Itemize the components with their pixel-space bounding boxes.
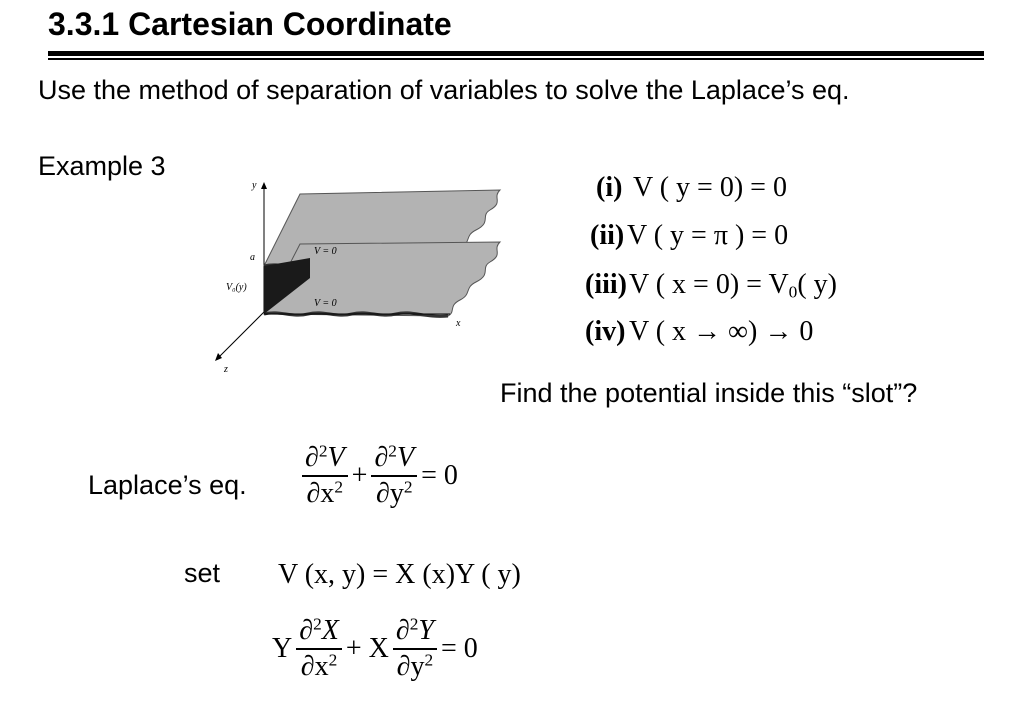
condition-subscript: 0 xyxy=(788,282,798,302)
z-axis xyxy=(218,312,264,358)
set-label: set xyxy=(184,558,221,588)
condition-number: (ii) xyxy=(590,220,625,251)
condition-expression-tail: ( y) xyxy=(797,269,838,300)
source-label: V₀(y) xyxy=(226,282,247,293)
condition-ii xyxy=(590,220,788,252)
laplace-label: Laplace’s eq. xyxy=(88,470,247,500)
condition-expression: V ( y = 0) = 0 xyxy=(633,172,787,203)
equals-zero: = 0 xyxy=(441,633,478,664)
coefficient-y: Y xyxy=(272,633,293,664)
condition-number: (iv) xyxy=(585,316,626,347)
example-label: Example 3 xyxy=(38,151,166,181)
bottom-plate-edge xyxy=(264,313,448,316)
intro-text: Use the method of separation of variables to solve the Laplace’s eq. xyxy=(38,75,850,105)
slot-figure xyxy=(210,178,510,378)
question-text: Find the potential inside this “slot”? xyxy=(500,378,918,408)
equals-zero: = 0 xyxy=(421,460,458,491)
separation-ansatz: V (x, y) = X (x)Y ( y) xyxy=(278,559,521,590)
height-label: a xyxy=(250,252,255,263)
condition-number: (i) xyxy=(596,172,623,203)
condition-expression: V ( x → ∞) → 0 xyxy=(629,316,814,347)
title-rule-thin xyxy=(48,58,984,60)
top-plate-label: V = 0 xyxy=(314,246,337,257)
fraction-d2x-dx2: $\frac{\partial^2X}{\partial x^2}$ xyxy=(296,614,342,684)
condition-iv xyxy=(585,316,813,348)
z-axis-label: z xyxy=(224,364,228,375)
y-axis-arrow xyxy=(261,182,267,189)
plus-sign: + xyxy=(351,460,368,491)
y-axis-label: y xyxy=(252,180,257,191)
z-axis-arrow xyxy=(215,353,222,361)
plus-coefficient-x: + X xyxy=(345,633,389,664)
condition-number: (iii) xyxy=(585,269,627,300)
page-title: 3.3.1 Cartesian Coordinate xyxy=(48,6,452,42)
condition-expression: V ( y = π ) = 0 xyxy=(627,220,789,251)
fraction-d2v-dy2: $\frac{\partial^2V}{\partial y^2}$ xyxy=(371,441,417,511)
condition-iii xyxy=(585,269,837,301)
laplace-equation xyxy=(302,441,462,511)
title-rule-thick xyxy=(48,51,984,56)
condition-i xyxy=(596,172,787,204)
separated-equation xyxy=(272,614,482,684)
condition-expression: V ( x = 0) = V xyxy=(629,269,789,300)
x-axis-label: x xyxy=(456,318,461,329)
fraction-d2y-dy2: $\frac{\partial^2Y}{\partial y^2}$ xyxy=(393,614,437,684)
fraction-d2v-dx2: $\frac{\partial^2V}{\partial x^2}$ xyxy=(302,441,348,511)
bottom-plate-label: V = 0 xyxy=(314,298,337,309)
